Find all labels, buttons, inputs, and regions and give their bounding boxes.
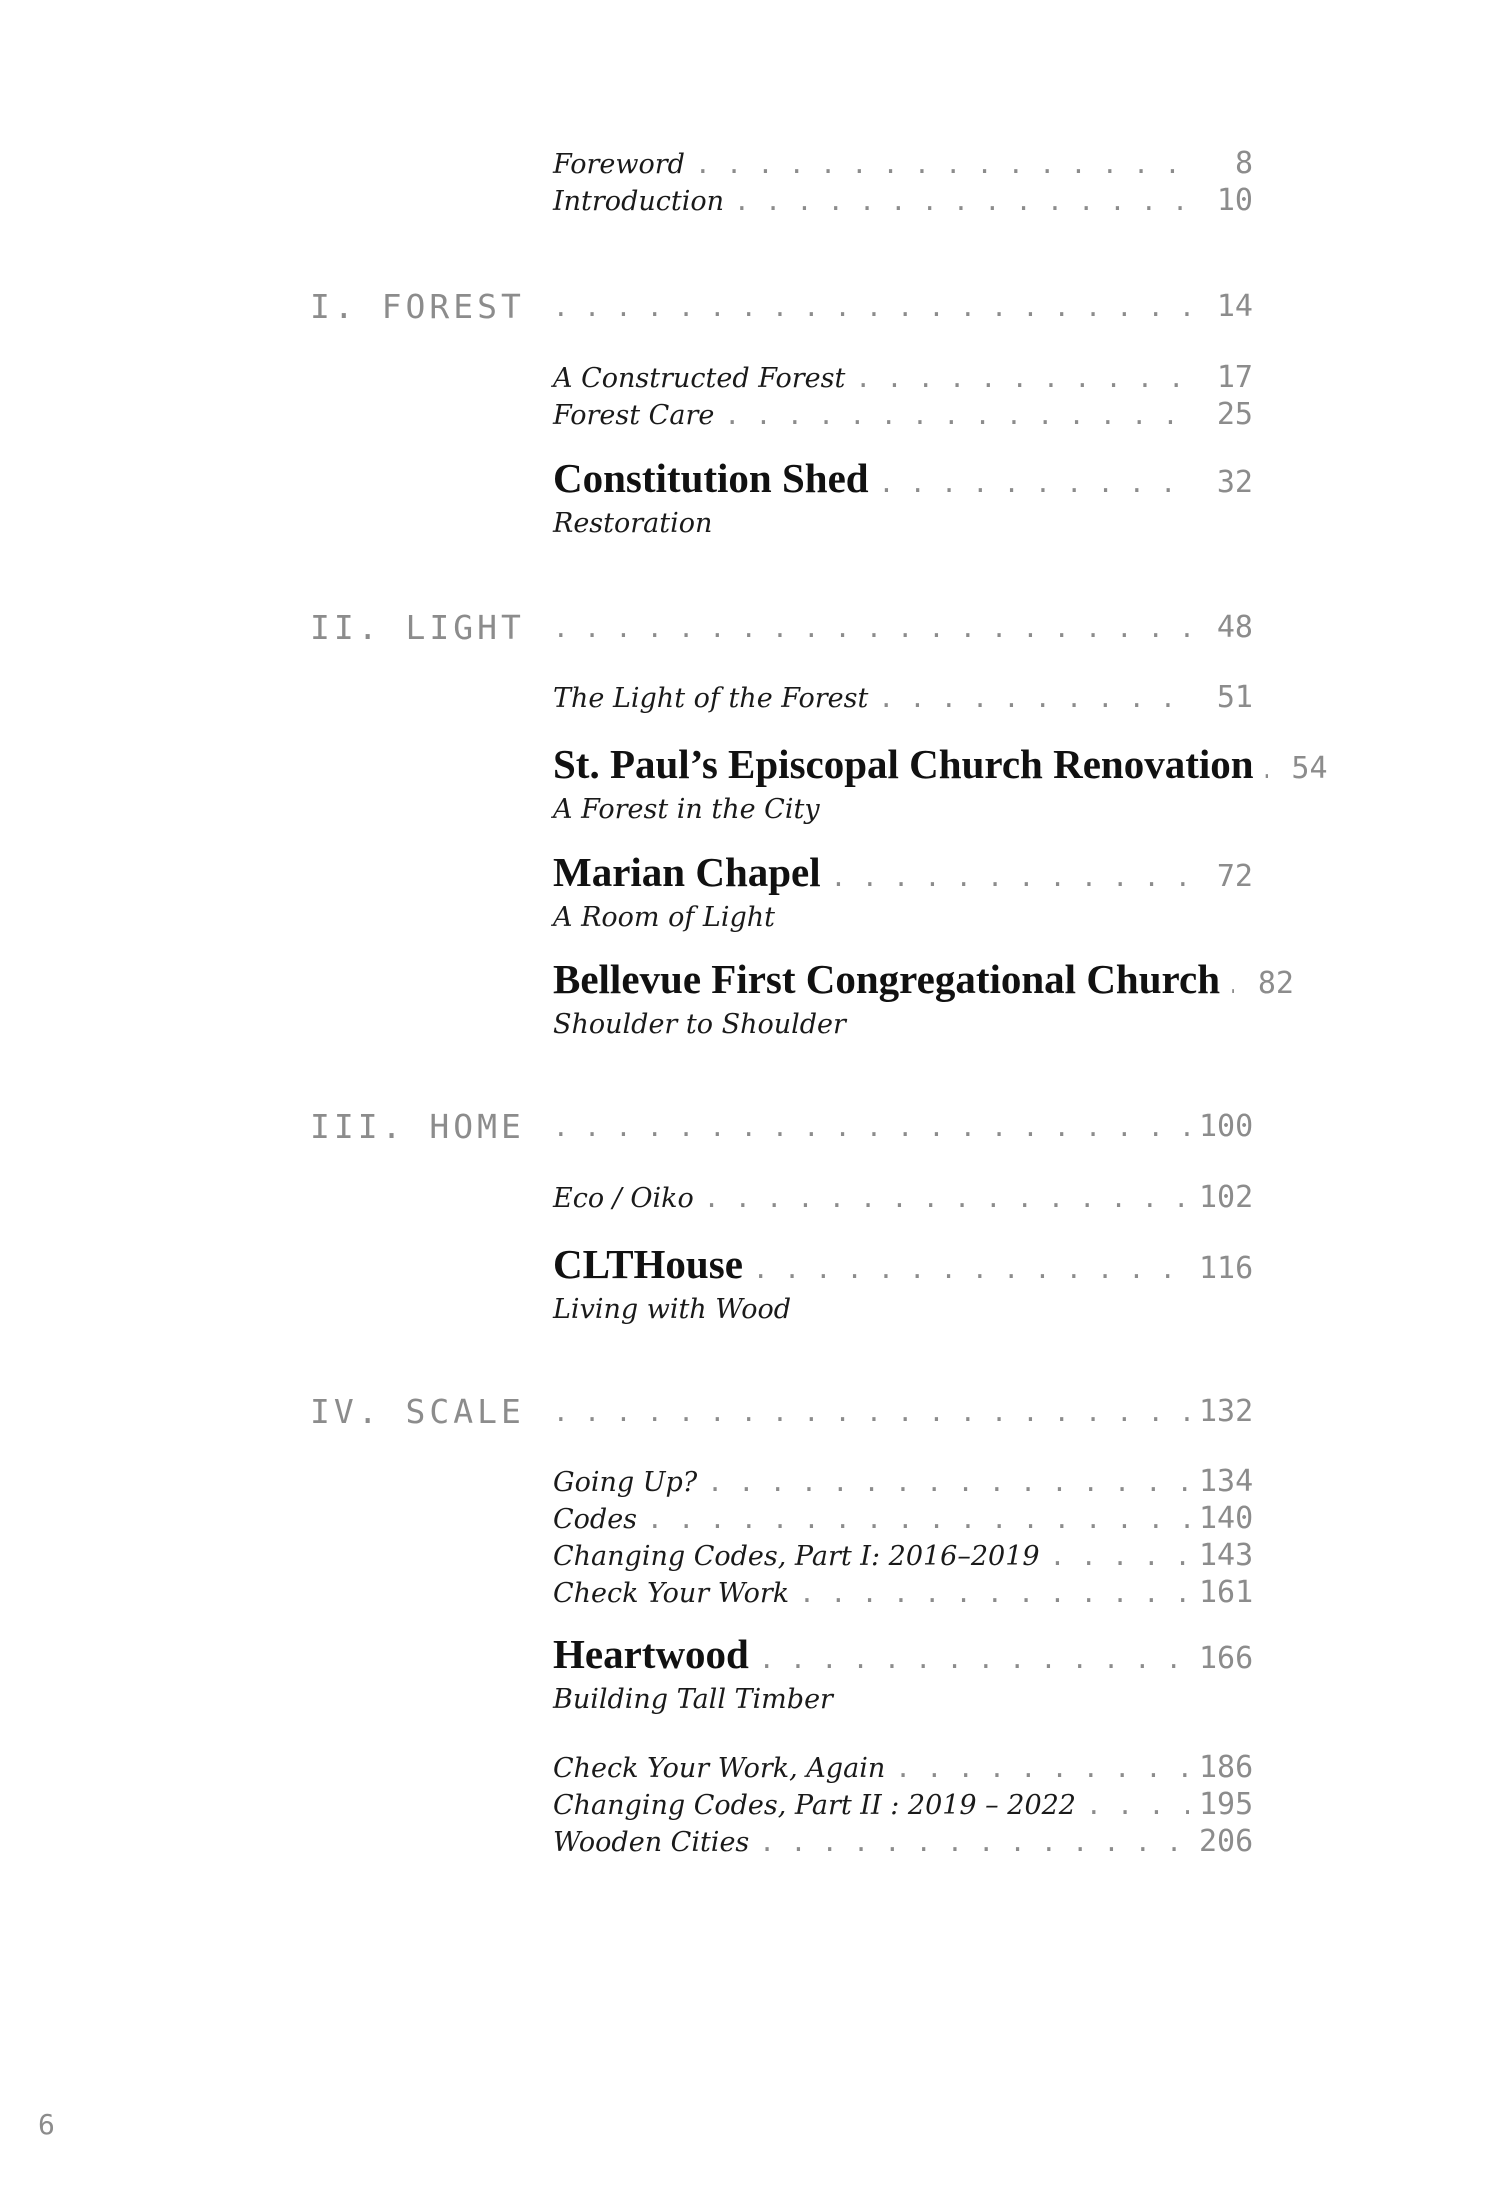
entry-title: Changing Codes, Part I: 2016–2019 — [553, 1541, 1040, 1572]
toc-entry[interactable] — [553, 680, 1253, 717]
entry-title: Codes — [553, 1504, 638, 1535]
section-heading[interactable] — [310, 283, 1253, 331]
entry-page: 161 — [1199, 1575, 1254, 1610]
toc-entry[interactable] — [553, 1787, 1253, 1824]
project-subtitle: A Forest in the City — [553, 794, 820, 825]
leader-dots — [879, 469, 1189, 499]
entry-title: A Constructed Forest — [553, 363, 846, 394]
toc-entry[interactable] — [553, 1824, 1253, 1861]
project-entry[interactable] — [553, 953, 1294, 1043]
project-row — [553, 452, 1253, 504]
project-row — [553, 953, 1294, 1005]
entry-title: Going Up? — [553, 1467, 698, 1498]
leader-dots — [724, 401, 1189, 431]
entry-title: Forest Care — [553, 400, 715, 431]
entry-page: 72 — [1216, 859, 1253, 894]
project-subtitle: Shoulder to Shoulder — [553, 1009, 846, 1040]
section-label: III. HOME — [310, 1107, 525, 1146]
leader-dots — [1260, 755, 1268, 785]
section-page: 48 — [1216, 610, 1253, 645]
leader-dots — [799, 1579, 1189, 1609]
entry-title: Introduction — [553, 186, 724, 217]
project-row — [553, 1628, 1253, 1680]
section-page: 132 — [1199, 1394, 1254, 1429]
leader-dots — [831, 863, 1189, 893]
project-subtitle: Restoration — [553, 508, 713, 539]
entry-title: Check Your Work — [553, 1578, 790, 1609]
toc-entry[interactable] — [553, 1501, 1253, 1538]
project-entry[interactable] — [553, 846, 1253, 936]
section-heading[interactable] — [310, 1103, 1253, 1151]
toc-entry[interactable] — [553, 1575, 1253, 1612]
section-heading[interactable] — [310, 604, 1253, 652]
toc-entry[interactable] — [553, 146, 1253, 183]
leader-dots — [759, 1828, 1189, 1858]
entry-page: 166 — [1199, 1641, 1254, 1676]
essay-group — [553, 360, 1253, 434]
entry-page: 51 — [1216, 680, 1253, 715]
entry-page: 10 — [1216, 183, 1253, 218]
entry-page: 25 — [1216, 397, 1253, 432]
project-entry[interactable] — [553, 1628, 1253, 1718]
entry-page: 140 — [1199, 1501, 1254, 1536]
entry-title: Changing Codes, Part II : 2019 – 2022 — [553, 1790, 1076, 1821]
entry-page: 32 — [1216, 465, 1253, 500]
project-title: Bellevue First Congregational Church — [553, 956, 1220, 1002]
essay-group — [553, 680, 1253, 717]
section-row — [553, 283, 1253, 332]
entry-page: 54 — [1291, 751, 1328, 786]
essay-group — [553, 1750, 1253, 1861]
entry-title: Check Your Work, Again — [553, 1753, 886, 1784]
section-row — [553, 604, 1253, 653]
page-number: 6 — [38, 2108, 55, 2141]
toc-entry[interactable] — [553, 1750, 1253, 1787]
project-row — [553, 1238, 1253, 1290]
project-title: CLTHouse — [553, 1241, 743, 1287]
essay-group — [553, 1180, 1253, 1217]
toc-entry[interactable] — [553, 1464, 1253, 1501]
entry-page: 195 — [1199, 1787, 1254, 1822]
leader-dots — [695, 150, 1189, 180]
project-row — [553, 846, 1253, 898]
leader-dots — [734, 187, 1189, 217]
section-row — [553, 1103, 1253, 1152]
section-label: II. LIGHT — [310, 608, 525, 647]
project-subtitle: A Room of Light — [553, 902, 776, 933]
front-matter — [553, 146, 1253, 220]
toc-entry[interactable] — [553, 397, 1253, 434]
section-page: 100 — [1199, 1109, 1254, 1144]
section-row — [553, 1388, 1253, 1437]
leader-dots — [704, 1184, 1189, 1214]
entry-page: 116 — [1199, 1251, 1254, 1286]
leader-dots — [647, 1505, 1189, 1535]
entry-page: 17 — [1216, 360, 1253, 395]
leader-dots — [1086, 1791, 1189, 1821]
toc-entry[interactable] — [553, 1538, 1253, 1575]
leader-dots — [553, 605, 1189, 653]
entry-page: 82 — [1257, 966, 1294, 1001]
leader-dots — [895, 1754, 1189, 1784]
entry-page: 102 — [1199, 1180, 1254, 1215]
entry-page: 8 — [1234, 146, 1253, 181]
entry-title: Foreword — [553, 149, 685, 180]
section-label: I. FOREST — [310, 287, 525, 326]
essay-group — [553, 1464, 1253, 1612]
toc-entry[interactable] — [553, 183, 1253, 220]
leader-dots — [1226, 970, 1234, 1000]
project-row — [553, 738, 1328, 790]
entry-title: Wooden Cities — [553, 1827, 750, 1858]
entry-page: 186 — [1199, 1750, 1254, 1785]
section-label: IV. SCALE — [310, 1392, 525, 1431]
project-entry[interactable] — [553, 1238, 1253, 1328]
entry-page: 134 — [1199, 1464, 1254, 1499]
leader-dots — [553, 1389, 1189, 1437]
project-title: Heartwood — [553, 1631, 749, 1677]
leader-dots — [553, 284, 1189, 332]
toc-entry[interactable] — [553, 1180, 1253, 1217]
project-subtitle: Living with Wood — [553, 1294, 791, 1325]
entry-page: 143 — [1199, 1538, 1254, 1573]
section-page: 14 — [1216, 289, 1253, 324]
project-title: St. Paul’s Episcopal Church Renovation — [553, 741, 1254, 787]
section-heading[interactable] — [310, 1388, 1253, 1436]
project-entry[interactable] — [553, 738, 1328, 828]
leader-dots — [753, 1255, 1189, 1285]
entry-page: 206 — [1199, 1824, 1254, 1859]
project-title: Marian Chapel — [553, 849, 821, 895]
project-subtitle: Building Tall Timber — [553, 1684, 833, 1715]
project-entry[interactable] — [553, 452, 1253, 542]
entry-title: The Light of the Forest — [553, 683, 869, 714]
leader-dots — [878, 684, 1189, 714]
leader-dots — [553, 1104, 1189, 1152]
project-title: Constitution Shed — [553, 455, 869, 501]
leader-dots — [1050, 1542, 1189, 1572]
leader-dots — [759, 1645, 1189, 1675]
toc-entry[interactable] — [553, 360, 1253, 397]
entry-title: Eco / Oiko — [553, 1183, 694, 1214]
leader-dots — [707, 1468, 1189, 1498]
leader-dots — [855, 364, 1189, 394]
